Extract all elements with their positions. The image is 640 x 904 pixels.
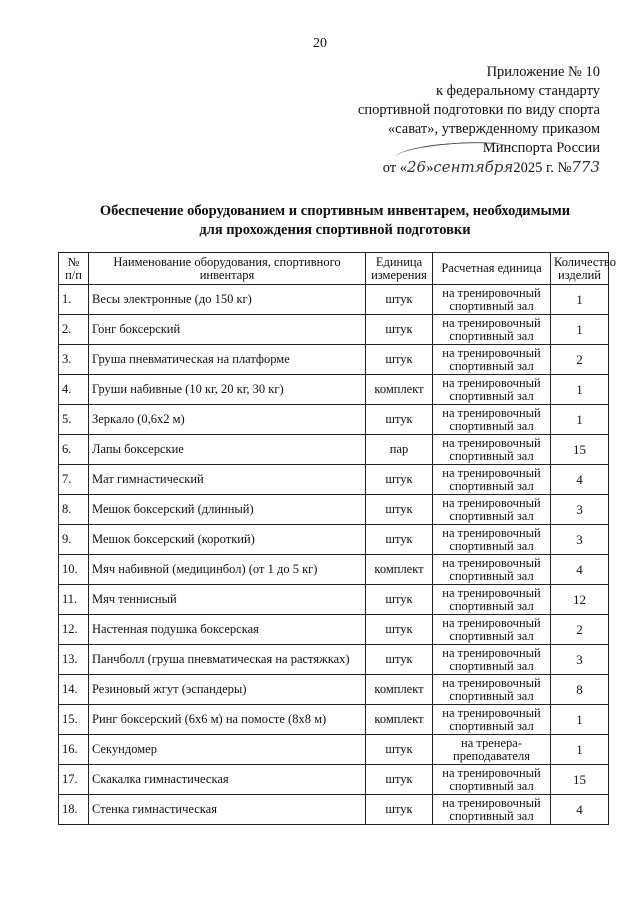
row-name: Стенка гимнастическая: [89, 795, 366, 825]
row-unit: комплект: [366, 705, 433, 735]
row-calc: на тренировочный спортивный зал: [433, 615, 551, 645]
table-row: [59, 675, 609, 705]
title-line-2: для прохождения спортивной подготовки: [199, 222, 471, 238]
row-num: 15.: [59, 705, 89, 735]
row-calc: на тренировочный спортивный зал: [433, 495, 551, 525]
row-num: 16.: [59, 735, 89, 765]
table-header-row: [59, 253, 609, 285]
page-number: 20: [313, 36, 327, 51]
table-row: [59, 555, 609, 585]
row-unit: комплект: [366, 555, 433, 585]
row-qty: 1: [551, 285, 609, 315]
row-qty: 15: [551, 765, 609, 795]
table-row: [59, 615, 609, 645]
row-unit: комплект: [366, 675, 433, 705]
row-calc: на тренировочный спортивный зал: [433, 405, 551, 435]
row-unit: штук: [366, 645, 433, 675]
row-unit: пар: [366, 435, 433, 465]
row-name: Лапы боксерские: [89, 435, 366, 465]
row-qty: 2: [551, 615, 609, 645]
row-num: 11.: [59, 585, 89, 615]
row-qty: 1: [551, 375, 609, 405]
row-num: 13.: [59, 645, 89, 675]
row-num: 5.: [59, 405, 89, 435]
row-unit: штук: [366, 315, 433, 345]
table-row: [59, 375, 609, 405]
row-qty: 2: [551, 345, 609, 375]
row-unit: штук: [366, 735, 433, 765]
handwritten-month: сентября: [433, 158, 514, 176]
row-calc: на тренировочный спортивный зал: [433, 705, 551, 735]
table-row: [59, 705, 609, 735]
header-unit: Единица измерения: [366, 253, 433, 285]
row-unit: штук: [366, 615, 433, 645]
table-row: [59, 315, 609, 345]
row-unit: штук: [366, 765, 433, 795]
row-qty: 1: [551, 315, 609, 345]
row-calc: на тренера-преподавателя: [433, 735, 551, 765]
appendix-line-3: спортивной подготовки по виду спорта: [357, 102, 600, 118]
row-qty: 12: [551, 585, 609, 615]
row-num: 12.: [59, 615, 89, 645]
row-name: Резиновый жгут (эспандеры): [89, 675, 366, 705]
row-unit: штук: [366, 345, 433, 375]
row-unit: штук: [366, 285, 433, 315]
table-row: [59, 435, 609, 465]
row-num: 10.: [59, 555, 89, 585]
row-name: Груша пневматическая на платформе: [89, 345, 366, 375]
row-num: 14.: [59, 675, 89, 705]
row-calc: на тренировочный спортивный зал: [433, 375, 551, 405]
row-num: 7.: [59, 465, 89, 495]
row-calc: на тренировочный спортивный зал: [433, 435, 551, 465]
table-row: [59, 495, 609, 525]
row-unit: штук: [366, 795, 433, 825]
row-num: 9.: [59, 525, 89, 555]
row-name: Мешок боксерский (короткий): [89, 525, 366, 555]
row-num: 2.: [59, 315, 89, 345]
row-unit: штук: [366, 525, 433, 555]
handwritten-day: 26: [406, 158, 427, 176]
row-name: Панчболл (груша пневматическая на растяжках): [89, 645, 366, 675]
row-name: Мяч набивной (медицинбол) (от 1 до 5 кг): [89, 555, 366, 585]
row-qty: 4: [551, 465, 609, 495]
row-num: 6.: [59, 435, 89, 465]
row-name: Гонг боксерский: [89, 315, 366, 345]
row-unit: штук: [366, 585, 433, 615]
row-qty: 15: [551, 435, 609, 465]
row-name: Мешок боксерский (длинный): [89, 495, 366, 525]
document-title: [0, 202, 640, 240]
row-calc: на тренировочный спортивный зал: [433, 795, 551, 825]
row-name: Секундомер: [89, 735, 366, 765]
equipment-table: [58, 252, 616, 825]
row-qty: 8: [551, 675, 609, 705]
title-line-1: Обеспечение оборудованием и спортивным инвентарем, необходимыми: [99, 203, 571, 219]
table-row: [59, 795, 609, 825]
table-row: [59, 645, 609, 675]
row-qty: 3: [551, 525, 609, 555]
date-year: 2025 г. №: [513, 160, 572, 176]
row-num: 18.: [59, 795, 89, 825]
row-name: Зеркало (0,6х2 м): [89, 405, 366, 435]
row-name: Весы электронные (до 150 кг): [89, 285, 366, 315]
table-row: [59, 585, 609, 615]
row-qty: 4: [551, 795, 609, 825]
table-row: [59, 285, 609, 315]
table-row: [59, 465, 609, 495]
row-calc: на тренировочный спортивный зал: [433, 555, 551, 585]
row-num: 8.: [59, 495, 89, 525]
table-row: [59, 735, 609, 765]
row-calc: на тренировочный спортивный зал: [433, 585, 551, 615]
row-qty: 3: [551, 495, 609, 525]
row-calc: на тренировочный спортивный зал: [433, 525, 551, 555]
header-qty: Количество изделий: [551, 253, 609, 285]
row-calc: на тренировочный спортивный зал: [433, 645, 551, 675]
appendix-line-2: к федеральному стандарту: [436, 83, 600, 99]
row-calc: на тренировочный спортивный зал: [433, 285, 551, 315]
row-unit: штук: [366, 465, 433, 495]
row-qty: 1: [551, 405, 609, 435]
row-calc: на тренировочный спортивный зал: [433, 765, 551, 795]
header-calc: Расчетная единица: [433, 253, 551, 285]
row-qty: 1: [551, 735, 609, 765]
row-calc: на тренировочный спортивный зал: [433, 315, 551, 345]
appendix-line-5: Минспорта России: [482, 140, 600, 156]
date-prefix: от «: [382, 160, 407, 176]
row-calc: на тренировочный спортивный зал: [433, 675, 551, 705]
row-num: 3.: [59, 345, 89, 375]
row-unit: штук: [366, 495, 433, 525]
table-row: [59, 345, 609, 375]
table-row: [59, 525, 609, 555]
appendix-line-1: Приложение № 10: [486, 64, 600, 80]
table-row: [59, 405, 609, 435]
row-calc: на тренировочный спортивный зал: [433, 465, 551, 495]
row-num: 4.: [59, 375, 89, 405]
row-name: Мяч теннисный: [89, 585, 366, 615]
row-name: Ринг боксерский (6х6 м) на помосте (8х8 м): [89, 705, 366, 735]
row-calc: на тренировочный спортивный зал: [433, 345, 551, 375]
row-qty: 3: [551, 645, 609, 675]
appendix-line-4: «сават», утвержденному приказом: [387, 121, 600, 137]
handwritten-order-number: 773: [571, 158, 600, 176]
row-name: Настенная подушка боксерская: [89, 615, 366, 645]
header-name: Наименование оборудования, спортивного инвентаря: [89, 253, 366, 285]
row-qty: 1: [551, 705, 609, 735]
row-name: Мат гимнастический: [89, 465, 366, 495]
row-num: 17.: [59, 765, 89, 795]
header-num: № п/п: [59, 253, 89, 285]
row-unit: комплект: [366, 375, 433, 405]
row-name: Груши набивные (10 кг, 20 кг, 30 кг): [89, 375, 366, 405]
row-num: 1.: [59, 285, 89, 315]
row-unit: штук: [366, 405, 433, 435]
table-row: [59, 765, 609, 795]
date-mid: »: [426, 160, 434, 176]
row-qty: 4: [551, 555, 609, 585]
row-name: Скакалка гимнастическая: [89, 765, 366, 795]
